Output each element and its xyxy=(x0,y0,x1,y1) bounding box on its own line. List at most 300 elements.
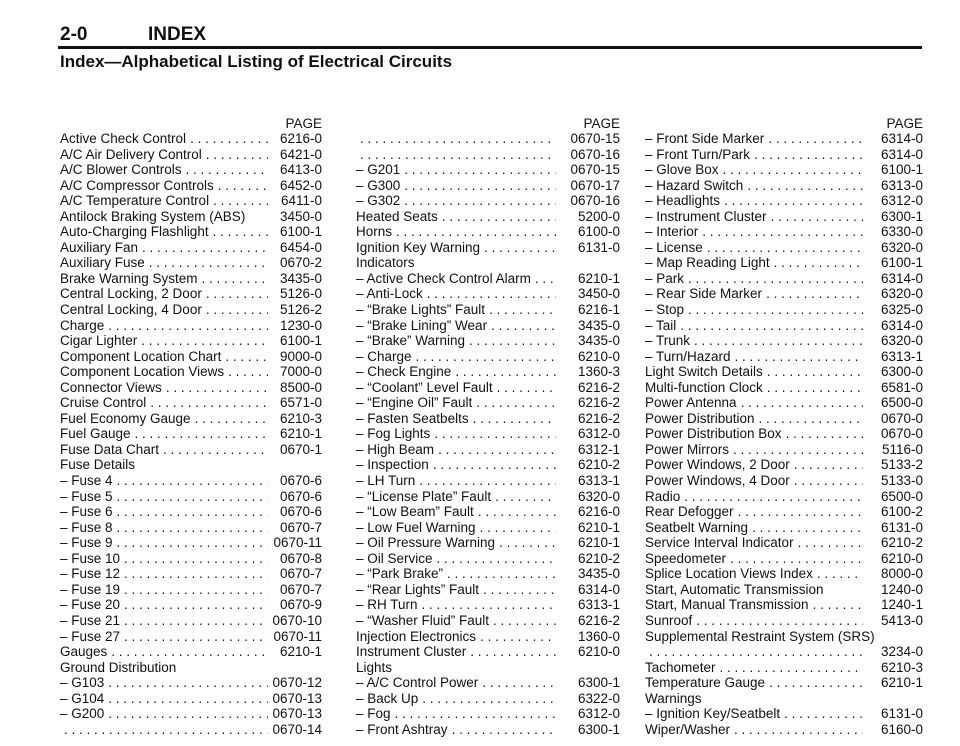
entry-page: 6581-0 xyxy=(880,379,923,395)
dot-leader xyxy=(202,302,268,318)
entry-page: 6300-1 xyxy=(577,721,620,737)
dot-leader xyxy=(113,504,268,520)
dot-leader xyxy=(356,131,556,147)
index-entry xyxy=(60,193,322,209)
dot-leader xyxy=(487,318,556,334)
entry-page: 6312-0 xyxy=(577,706,620,722)
entry-label: – Fuse 8 xyxy=(60,520,113,536)
index-entry xyxy=(645,395,923,411)
index-entry xyxy=(645,131,923,147)
entry-label: – Active Check Control Alarm xyxy=(356,271,531,287)
dot-leader xyxy=(809,597,863,613)
entry-page: 6131-0 xyxy=(577,239,620,255)
entry-label: – “Brake” Warning xyxy=(356,333,465,349)
entry-label: Power Distribution Box xyxy=(645,426,782,442)
index-entry xyxy=(356,333,620,349)
entry-page: 1360-3 xyxy=(577,364,620,380)
entry-page: 0670-13 xyxy=(272,690,322,706)
entry-label: Fuel Economy Gauge xyxy=(60,410,191,426)
entry-page: 0670-1 xyxy=(279,441,322,457)
section-title: INDEX xyxy=(148,24,207,45)
dot-leader xyxy=(730,722,863,738)
entry-page xyxy=(268,660,322,676)
index-entry xyxy=(60,520,322,536)
entry-label: – Rear Side Marker xyxy=(645,286,762,302)
dot-leader xyxy=(813,566,863,582)
entry-page: 6312-0 xyxy=(577,426,620,442)
dot-leader xyxy=(443,566,556,582)
index-entry xyxy=(60,302,322,318)
index-entry xyxy=(356,302,620,318)
dot-leader xyxy=(429,457,556,473)
entry-label: Connector Views xyxy=(60,379,162,395)
index-entry xyxy=(60,613,322,629)
entry-page: 6330-0 xyxy=(880,224,923,240)
entry-label: – Fuse 5 xyxy=(60,489,113,505)
entry-page: 0670-11 xyxy=(273,628,322,644)
index-entry xyxy=(60,691,322,707)
entry-label: – G104 xyxy=(60,691,104,707)
entry-label: – G200 xyxy=(60,706,104,722)
dot-leader xyxy=(202,286,268,302)
entry-page: 0670-7 xyxy=(279,566,322,582)
dot-leader xyxy=(765,675,863,691)
entry-page: 6210-2 xyxy=(577,457,620,473)
index-entry xyxy=(356,597,620,613)
entry-label: – G103 xyxy=(60,675,104,691)
entry-label: – Turn/Hazard xyxy=(645,349,731,365)
entry-page: 3435-0 xyxy=(577,317,620,333)
entry-label: – Charge xyxy=(356,349,412,365)
index-entry xyxy=(356,395,620,411)
index-entry xyxy=(356,660,620,676)
entry-label: – Anti-Lock xyxy=(356,286,423,302)
entry-page: 6210-2 xyxy=(577,550,620,566)
entry-page: 8500-0 xyxy=(279,379,322,395)
dot-leader xyxy=(214,178,268,194)
entry-page: 6210-1 xyxy=(279,426,322,442)
entry-page: 6500-0 xyxy=(880,395,923,411)
entry-page: 6210-1 xyxy=(880,675,923,691)
index-entry xyxy=(356,473,620,489)
dot-leader xyxy=(60,722,268,738)
dot-leader xyxy=(684,302,863,318)
dot-leader xyxy=(698,224,863,240)
dot-leader xyxy=(465,333,556,349)
entry-page: 6413-0 xyxy=(279,162,322,178)
entry-page: 6421-0 xyxy=(279,146,322,162)
index-entry xyxy=(60,224,322,240)
index-entry xyxy=(356,147,620,163)
entry-page: 6300-1 xyxy=(577,675,620,691)
entry-label: – Oil Service xyxy=(356,551,433,567)
page-column-header: PAGE xyxy=(583,116,620,131)
entry-label: Rear Defogger xyxy=(645,504,734,520)
dot-leader xyxy=(474,504,556,520)
entry-label: – Hazard Switch xyxy=(645,178,743,194)
entry-page: 1240-0 xyxy=(880,581,923,597)
index-entry xyxy=(356,349,620,365)
index-entry xyxy=(356,706,620,722)
index-entry xyxy=(356,426,620,442)
index-entry xyxy=(645,722,923,738)
index-entry xyxy=(60,271,322,287)
entry-page: 6210-2 xyxy=(880,535,923,551)
entry-label: – Fuse 10 xyxy=(60,551,120,567)
entry-label: Power Windows, 4 Door xyxy=(645,473,790,489)
index-column-2 xyxy=(356,116,620,737)
index-entry xyxy=(645,489,923,505)
entry-label: Component Location Views xyxy=(60,364,225,380)
entry-label: – Fog Lights xyxy=(356,426,430,442)
entry-page xyxy=(863,691,923,707)
entry-page: 5116-0 xyxy=(881,441,923,457)
index-entry xyxy=(356,162,620,178)
index-entry xyxy=(60,240,322,256)
dot-leader xyxy=(400,193,556,209)
entry-page: 5126-0 xyxy=(279,286,322,302)
dot-leader xyxy=(113,473,268,489)
entry-page: 6210-0 xyxy=(577,644,620,660)
entry-label: Tachometer xyxy=(645,659,716,675)
entry-label: – Fog xyxy=(356,706,391,722)
index-entry xyxy=(356,318,620,334)
dot-leader xyxy=(198,271,268,287)
entry-label: – License xyxy=(645,240,703,256)
entry-page xyxy=(556,255,620,271)
dot-leader xyxy=(221,349,268,365)
index-entry xyxy=(60,395,322,411)
entry-page: 7000-0 xyxy=(279,364,322,380)
entry-page: 0670-6 xyxy=(279,504,322,520)
index-entry xyxy=(645,706,923,722)
entry-page: 0670-16 xyxy=(570,193,620,209)
entry-page: 3234-0 xyxy=(880,644,923,660)
dot-leader xyxy=(113,520,268,536)
entry-label: Ignition Key Warning xyxy=(356,239,481,255)
entry-page: 3435-0 xyxy=(279,270,322,286)
entry-page: 6411-0 xyxy=(280,193,322,209)
entry-label: Temperature Gauge xyxy=(645,675,766,691)
index-entry xyxy=(645,411,923,427)
index-entry xyxy=(645,240,923,256)
index-entry xyxy=(645,644,923,660)
entry-page: 6100-1 xyxy=(880,255,923,271)
page-subtitle: Index—Alphabetical Listing of Electrical Circuits xyxy=(60,52,453,71)
entry-page: 6300-0 xyxy=(880,364,923,380)
entry-page: 3450-0 xyxy=(279,208,322,224)
entry-page: 0670-10 xyxy=(272,612,322,628)
index-entry xyxy=(356,193,620,209)
entry-label: Fuse Details xyxy=(60,457,136,473)
entry-label: – Check Engine xyxy=(356,364,451,380)
entry-label: – Fuse 19 xyxy=(60,582,120,598)
entry-label: – Instrument Cluster xyxy=(645,209,767,225)
dot-leader xyxy=(202,147,268,163)
dot-leader xyxy=(104,691,268,707)
entry-page: 0670-7 xyxy=(279,519,322,535)
index-entry xyxy=(645,566,923,582)
dot-leader xyxy=(466,644,556,660)
entry-label: A/C Temperature Control xyxy=(60,193,210,209)
index-entry xyxy=(60,489,322,505)
entry-label: – Glove Box xyxy=(645,162,719,178)
entry-label: A/C Compressor Controls xyxy=(60,177,214,193)
entry-page: 0670-6 xyxy=(279,488,322,504)
entry-page: 3435-0 xyxy=(577,566,620,582)
entry-label: – Fasten Seatbelts xyxy=(356,411,469,427)
index-entry xyxy=(645,551,923,567)
entry-page: 6300-1 xyxy=(880,208,923,224)
entry-label: Cruise Control xyxy=(60,395,147,411)
dot-leader xyxy=(120,597,268,613)
dot-leader xyxy=(120,551,268,567)
entry-page: 1230-0 xyxy=(279,317,322,333)
index-entry xyxy=(60,660,322,676)
index-entry xyxy=(645,442,923,458)
index-entry xyxy=(645,520,923,536)
entry-label: Indicators xyxy=(356,255,415,271)
entry-label: Instrument Cluster xyxy=(356,644,467,660)
dot-leader xyxy=(495,535,556,551)
entry-page: 6100-1 xyxy=(880,162,923,178)
index-entry xyxy=(356,255,620,271)
index-entry xyxy=(60,535,322,551)
index-entry xyxy=(645,193,923,209)
entry-label: Fuse Data Chart xyxy=(60,441,160,457)
entry-page: 0670-16 xyxy=(570,146,620,162)
dot-leader xyxy=(489,613,556,629)
dot-leader xyxy=(780,706,863,722)
dot-leader xyxy=(209,193,268,209)
dot-leader xyxy=(191,411,268,427)
entry-label: – “Low Beam” Fault xyxy=(356,504,474,520)
dot-leader xyxy=(719,162,863,178)
entry-page: 5133-2 xyxy=(880,457,923,473)
dot-leader xyxy=(684,271,863,287)
dot-leader xyxy=(750,147,863,163)
entry-page: 6131-0 xyxy=(880,519,923,535)
dot-leader xyxy=(794,535,863,551)
entry-label: – G302 xyxy=(356,193,400,209)
index-entry xyxy=(60,333,322,349)
entry-page: 6314-0 xyxy=(880,270,923,286)
dot-leader xyxy=(400,162,556,178)
dot-leader xyxy=(743,178,863,194)
entry-label: – High Beam xyxy=(356,442,434,458)
entry-label: Auxiliary Fuse xyxy=(60,255,145,271)
entry-label: Supplemental Restraint System (SRS) xyxy=(645,628,875,644)
dot-leader xyxy=(716,660,863,676)
entry-label: – “Engine Oil” Fault xyxy=(356,395,472,411)
dot-leader xyxy=(790,473,863,489)
entry-page: 6314-0 xyxy=(577,581,620,597)
entry-page: 6322-0 xyxy=(577,690,620,706)
index-entry xyxy=(356,566,620,582)
entry-page: 6313-1 xyxy=(577,597,620,613)
dot-leader xyxy=(182,162,268,178)
entry-page: 6100-0 xyxy=(577,224,620,240)
entry-page: 6210-3 xyxy=(279,410,322,426)
dot-leader xyxy=(755,411,863,427)
index-entry xyxy=(60,675,322,691)
entry-label: – Map Reading Light xyxy=(645,255,770,271)
entry-label: – LH Turn xyxy=(356,473,415,489)
index-column-1 xyxy=(60,116,322,737)
index-entry xyxy=(645,380,923,396)
dot-leader xyxy=(790,457,863,473)
dot-leader xyxy=(485,302,556,318)
entry-page: 6216-2 xyxy=(577,410,620,426)
index-entry xyxy=(645,147,923,163)
entry-label: Wiper/Washer xyxy=(645,721,731,737)
entry-page: 6571-0 xyxy=(279,395,322,411)
entry-label: – Park xyxy=(645,271,684,287)
entry-label: – Trunk xyxy=(645,333,690,349)
entry-label: Speedometer xyxy=(645,550,727,566)
dot-leader xyxy=(412,349,556,365)
index-entry xyxy=(60,551,322,567)
entry-page xyxy=(268,457,322,473)
dot-leader xyxy=(767,209,863,225)
entry-page: 6216-0 xyxy=(279,131,322,146)
dot-leader xyxy=(430,426,556,442)
index-entry xyxy=(60,411,322,427)
dot-leader xyxy=(438,209,556,225)
dot-leader xyxy=(418,691,556,707)
entry-page: 6216-2 xyxy=(577,612,620,628)
index-entry xyxy=(645,364,923,380)
index-entry xyxy=(356,411,620,427)
entry-page: 5126-2 xyxy=(279,302,322,318)
dot-leader xyxy=(356,147,556,163)
dot-leader xyxy=(763,364,863,380)
index-entry xyxy=(645,457,923,473)
index-column-3 xyxy=(645,116,923,737)
dot-leader xyxy=(423,286,556,302)
index-entry xyxy=(645,675,923,691)
index-entry xyxy=(356,722,620,738)
dot-leader xyxy=(729,442,863,458)
entry-label: A/C Air Delivery Control xyxy=(60,146,202,162)
entry-label: – “Brake Lining” Wear xyxy=(356,318,487,334)
dot-leader xyxy=(400,178,556,194)
entry-page: 6210-1 xyxy=(577,519,620,535)
entry-page: 0670-8 xyxy=(279,550,322,566)
entry-page: 6210-1 xyxy=(279,644,322,660)
dot-leader xyxy=(676,318,863,334)
entry-label: – Oil Pressure Warning xyxy=(356,535,495,551)
entry-label: – Front Side Marker xyxy=(645,131,764,147)
index-entry xyxy=(356,209,620,225)
index-entry xyxy=(645,333,923,349)
entry-page: 6210-1 xyxy=(577,535,620,551)
entry-label: – Front Turn/Park xyxy=(645,147,750,163)
index-entry xyxy=(645,613,923,629)
index-entry xyxy=(645,426,923,442)
entry-page: 0670-11 xyxy=(273,535,322,551)
index-entry xyxy=(645,349,923,365)
dot-leader xyxy=(120,613,268,629)
index-entry xyxy=(60,380,322,396)
entry-page: 0670-0 xyxy=(880,410,923,426)
entry-label: Gauges xyxy=(60,644,108,660)
entry-label: Fuel Gauge xyxy=(60,426,131,442)
index-entry xyxy=(645,582,923,598)
index-entry xyxy=(645,629,923,645)
entry-page: 5413-0 xyxy=(880,612,923,628)
entry-label: – Fuse 27 xyxy=(60,629,120,645)
index-entry xyxy=(645,286,923,302)
index-entry xyxy=(356,520,620,536)
dot-leader xyxy=(692,613,863,629)
dot-leader xyxy=(703,240,863,256)
index-entry xyxy=(645,691,923,707)
entry-label: – Back Up xyxy=(356,691,418,707)
index-entry xyxy=(60,597,322,613)
entry-label: Injection Electronics xyxy=(356,628,477,644)
index-entry xyxy=(356,551,620,567)
dot-leader xyxy=(720,193,863,209)
dot-leader xyxy=(146,395,268,411)
dot-leader xyxy=(434,442,556,458)
entry-page: 6100-1 xyxy=(279,333,322,349)
entry-label: – G201 xyxy=(356,162,400,178)
index-entry xyxy=(356,613,620,629)
entry-label: Active Check Control xyxy=(60,131,187,146)
entry-label: – “Rear Lights” Fault xyxy=(356,582,479,598)
index-entry xyxy=(356,442,620,458)
index-entry xyxy=(356,380,620,396)
entry-page: 6216-2 xyxy=(577,379,620,395)
index-entry xyxy=(645,162,923,178)
dot-leader xyxy=(493,380,556,396)
entry-page: 0670-15 xyxy=(570,131,620,146)
dot-leader xyxy=(138,240,268,256)
entry-page: 0670-7 xyxy=(279,581,322,597)
index-entry xyxy=(60,364,322,380)
dot-leader xyxy=(391,706,556,722)
dot-leader xyxy=(782,426,863,442)
entry-page: 0670-14 xyxy=(272,721,322,737)
dot-leader xyxy=(433,551,556,567)
entry-label: – Stop xyxy=(645,302,684,318)
entry-page: 6210-0 xyxy=(880,550,923,566)
entry-label: – A/C Control Power xyxy=(356,675,478,691)
dot-leader xyxy=(186,131,268,147)
entry-page: 6454-0 xyxy=(279,239,322,255)
entry-page: 6320-0 xyxy=(880,286,923,302)
index-entry xyxy=(645,178,923,194)
entry-page: 6314-0 xyxy=(880,131,923,146)
index-entry xyxy=(356,240,620,256)
index-entry xyxy=(356,629,620,645)
dot-leader xyxy=(415,473,556,489)
index-entry xyxy=(60,255,322,271)
entry-label: Seatbelt Warning xyxy=(645,519,749,535)
entry-page: 6452-0 xyxy=(279,177,322,193)
entry-page: 6313-1 xyxy=(880,348,923,364)
index-entry xyxy=(645,255,923,271)
index-entry xyxy=(645,302,923,318)
entry-page: 6100-1 xyxy=(279,224,322,240)
entry-label: A/C Blower Controls xyxy=(60,162,182,178)
dot-leader xyxy=(469,411,556,427)
index-entry xyxy=(60,209,322,225)
entry-page: 6500-0 xyxy=(880,488,923,504)
entry-page: 6314-0 xyxy=(880,146,923,162)
entry-label: – Low Fuel Warning xyxy=(356,520,476,536)
